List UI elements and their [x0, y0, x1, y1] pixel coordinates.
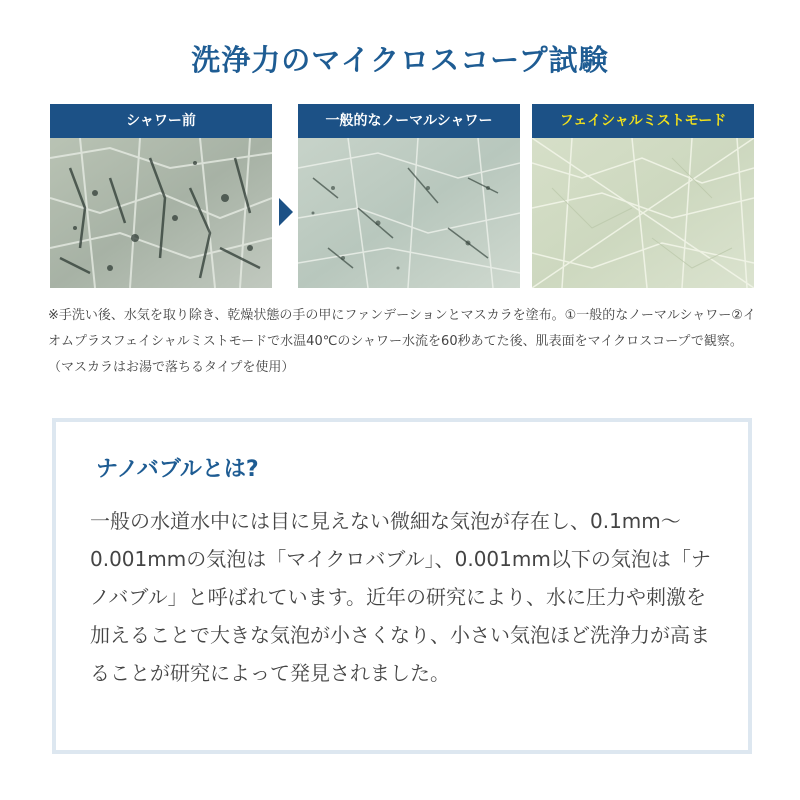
- triangle-right-icon: [279, 198, 293, 226]
- skin-facial-mist-micrograph: [532, 138, 754, 288]
- skin-normal-shower-micrograph: [298, 138, 520, 288]
- info-title: ナノバブルとは?: [96, 457, 259, 482]
- panel-before-shower: [50, 104, 272, 288]
- panel-header: フェイシャルミストモード: [532, 104, 754, 138]
- panel-facial-mist: [532, 104, 754, 288]
- skin-before-shower-micrograph: [50, 138, 272, 288]
- panel-header: シャワー前: [50, 104, 272, 138]
- experiment-note: ※手洗い後、水気を取り除き、乾燥状態の手の甲にファンデーションとマスカラを塗布。①一般的なノーマルシャワー②イオムプラスフェイシャルミストモードで水温40℃のシャワー水流を60秒あてた後、肌表面をマイクロスコープで観察。（マスカラはお湯で落ちるタイプを使用）: [48, 308, 756, 375]
- page-title: 洗浄力のマイクロスコープ試験: [191, 43, 609, 77]
- panel-normal-shower: [298, 104, 520, 288]
- panel-header: 一般的なノーマルシャワー: [298, 104, 520, 138]
- nanobubble-info-box: [52, 418, 752, 754]
- info-body: 一般の水道水中には目に見えない微細な気泡が存在し、0.1mm〜0.001mmの気泡は「マイクロバブル」、0.001mm以下の気泡は「ナノバブル」と呼ばれています。近年の研究により、水に圧力や刺激を加えることで大きな気泡が小さくなり、小さい気泡ほど洗浄力が高まることが研究によって発見されました。: [90, 509, 711, 685]
